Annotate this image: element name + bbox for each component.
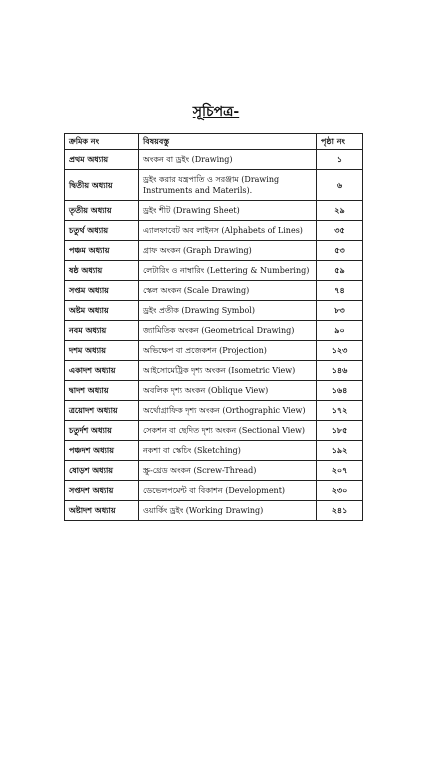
page-cell: ১২৩ (317, 341, 363, 361)
chapter-cell: দ্বাদশ অধ্যায় (65, 381, 139, 401)
page-cell: ৬ (317, 170, 363, 201)
table-row (65, 221, 363, 241)
page-cell: ৮৩ (317, 301, 363, 321)
page-cell: ২৯ (317, 201, 363, 221)
page-cell: ২০৭ (317, 461, 363, 481)
table-row (65, 421, 363, 441)
subject-cell: জ্যামিতিক অংকন (Geometrical Drawing) (139, 321, 317, 341)
table-row (65, 150, 363, 170)
chapter-cell: ত্রয়োদশ অধ্যায় (65, 401, 139, 421)
page-title: সূচিপত্র- (192, 104, 240, 120)
table-row (65, 261, 363, 281)
chapter-cell: ষোড়শ অধ্যায় (65, 461, 139, 481)
chapter-cell: চতুর্থ অধ্যায় (65, 221, 139, 241)
page-cell: ১৯২ (317, 441, 363, 461)
subject-cell: আইসোমেট্রিক দৃশ্য অংকন (Isometric View) (139, 361, 317, 381)
chapter-cell: ষষ্ঠ অধ্যায় (65, 261, 139, 281)
chapter-cell: সপ্তম অধ্যায় (65, 281, 139, 301)
chapter-cell: তৃতীয় অধ্যায় (65, 201, 139, 221)
chapter-cell: দশম অধ্যায় (65, 341, 139, 361)
table-row (65, 321, 363, 341)
page-cell: ৩৫ (317, 221, 363, 241)
page-cell: ৫৩ (317, 241, 363, 261)
page-cell: ২৩০ (317, 481, 363, 501)
page-cell: ১৭২ (317, 401, 363, 421)
subject-cell: অংকন বা ড্রইং (Drawing) (139, 150, 317, 170)
subject-cell: গ্রাফ অংকন (Graph Drawing) (139, 241, 317, 261)
table-row (65, 341, 363, 361)
chapter-cell: পঞ্চদশ অধ্যায় (65, 441, 139, 461)
contents-table (64, 133, 363, 521)
chapter-cell: সপ্তদশ অধ্যায় (65, 481, 139, 501)
table-row (65, 461, 363, 481)
page-cell: ২৪১ (317, 501, 363, 521)
chapter-cell: পঞ্চম অধ্যায় (65, 241, 139, 261)
page-cell: ১৬৪ (317, 381, 363, 401)
chapter-cell: প্রথম অধ্যায় (65, 150, 139, 170)
table-row (65, 170, 363, 201)
subject-cell: সেকশন বা ছেদিত দৃশ্য অংকন (Sectional View) (139, 421, 317, 441)
header-chapter: ক্রমিক নং (65, 134, 139, 150)
table-row (65, 241, 363, 261)
chapter-cell: একাদশ অধ্যায় (65, 361, 139, 381)
table-row (65, 401, 363, 421)
page-cell: ১ (317, 150, 363, 170)
subject-cell: এ্যালফাবেট অব লাইনস (Alphabets of Lines) (139, 221, 317, 241)
page-cell: ১৮৫ (317, 421, 363, 441)
page-cell: ১৪৬ (317, 361, 363, 381)
subject-cell: ড্রইং প্রতীক (Drawing Symbol) (139, 301, 317, 321)
subject-cell: অবলিক দৃশ্য অংকন (Oblique View) (139, 381, 317, 401)
page-cell: ৭৪ (317, 281, 363, 301)
table-row (65, 501, 363, 521)
table-row (65, 441, 363, 461)
table-header-row (65, 134, 363, 150)
page-cell: ৯০ (317, 321, 363, 341)
table-body (65, 150, 363, 521)
table-row (65, 281, 363, 301)
subject-cell: ড্রইং শীট (Drawing Sheet) (139, 201, 317, 221)
table-row (65, 481, 363, 501)
subject-cell: স্ক্রু-থ্রেড অংকন (Screw-Thread) (139, 461, 317, 481)
chapter-cell: নবম অধ্যায় (65, 321, 139, 341)
table-row (65, 301, 363, 321)
chapter-cell: দ্বিতীয় অধ্যায় (65, 170, 139, 201)
subject-cell: অভিক্ষেপ বা প্রজেকশন (Projection) (139, 341, 317, 361)
header-page: পৃষ্ঠা নং (317, 134, 363, 150)
subject-cell: অর্থোগ্রাফিক দৃশ্য অংকন (Orthographic View) (139, 401, 317, 421)
subject-cell: ওয়ার্কিং ড্রইং (Working Drawing) (139, 501, 317, 521)
table-row (65, 201, 363, 221)
subject-cell: নকশা বা স্কেচিং (Sketching) (139, 441, 317, 461)
subject-cell: ড্রইং করার যন্ত্রপাতি ও সরঞ্জাম (Drawing Instruments and Materils). (139, 170, 317, 201)
page-cell: ৫৯ (317, 261, 363, 281)
subject-cell: লেটারিং ও নাম্বারিং (Lettering & Numbering) (139, 261, 317, 281)
chapter-cell: অষ্টম অধ্যায় (65, 301, 139, 321)
header-subject: বিষয়বস্তু (139, 134, 317, 150)
table-row (65, 381, 363, 401)
chapter-cell: চতুর্দশ অধ্যায় (65, 421, 139, 441)
subject-cell: ডেভেলপমেন্ট বা বিকাশন (Development) (139, 481, 317, 501)
table-row (65, 361, 363, 381)
chapter-cell: অষ্টাদশ অধ্যায় (65, 501, 139, 521)
subject-cell: স্কেল অংকন (Scale Drawing) (139, 281, 317, 301)
